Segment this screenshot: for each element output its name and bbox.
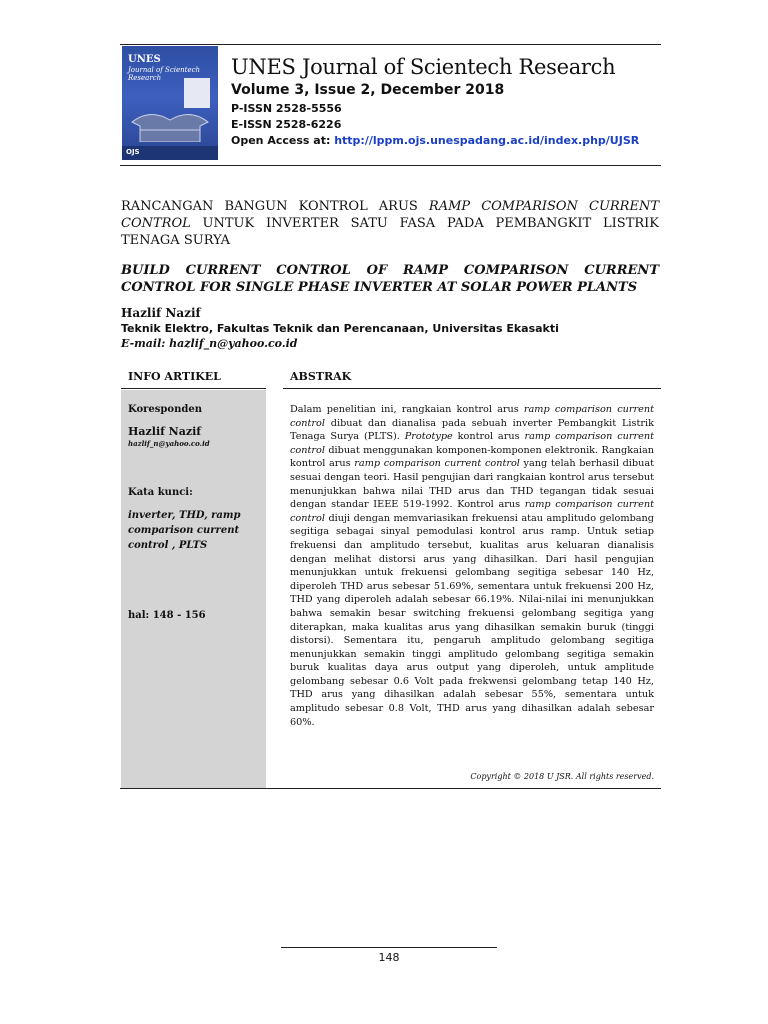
cover-subtitle: Journal of Scientech Research: [128, 66, 201, 82]
corresponding-label: Koresponden: [128, 404, 202, 415]
article-title-indonesian: [121, 198, 659, 249]
abstract-s6: diuji dengan memvariasikan frekuensi atau amplitudo gelombang segitiga sebagai sinyal pemodulasi kontrol arus ramp. Untuk setiap frekuensi dan amplitudo tersebut, kualitas arus keluaran dianalisis dengan melihat distorsi arus yang dihasilkan. Dari hasil pengujian menunjukkan untuk frekuensi gelombang segitiga sebesar 140 Hz, diperoleh THD arus sebesar 51.69%, sementara untuk frekuensi 200 Hz, THD yang diperoleh adalah sebesar 66.19%. Nilai-nilai ini menunjukkan bahwa semakin besar switching frekuensi gelombang segitiga yang diterapkan, maka kualitas arus yang dihasilkan semakin buruk (tinggi distorsi). Sementara itu, pengaruh amplitudo gelombang segitiga menunjukkan semakin tinggi amplitudo gelombang segitiga semakin buruk kualitas daya arus output yang diperoleh, untuk amplitude gelombang sebesar 0.6 Volt pada frekwensi gelombang tetap 140 Hz, THD arus yang dihasilkan adalah sebesar 55%, sementara untuk amplitudo sebesar 0.8 Volt, THD arus yang dihasilkan adalah sebesar 60%.: [290, 512, 654, 728]
page-range: hal: 148 - 156: [128, 610, 206, 621]
abstract-s2-italic: Prototype: [404, 431, 453, 443]
open-access-label: Open Access at:: [231, 134, 335, 147]
cover-ojs-badge: OJS: [126, 148, 140, 156]
info-artikel-heading: INFO ARTIKEL: [128, 370, 221, 383]
copyright-notice: Copyright © 2018 U JSR. All rights reserved.: [470, 772, 654, 781]
keywords-list: inverter, THD, ramp comparison current control , PLTS: [128, 510, 241, 551]
p-issn: P-ISSN 2528-5556: [231, 102, 342, 115]
abstract-s1-italic: ramp comparison current control: [290, 404, 654, 429]
journal-name: UNES Journal of Scientech Research: [231, 55, 616, 79]
footer-rule: [281, 947, 497, 948]
keywords-label: Kata kunci:: [128, 487, 193, 498]
page-number: 148: [378, 951, 400, 964]
abstract-s4-italic: ramp comparison current control: [354, 458, 520, 470]
abstrak-heading-rule: [283, 388, 661, 389]
journal-cover-image: [122, 46, 218, 160]
open-access-line: [231, 134, 639, 147]
corresponding-name: Hazlif Nazif: [128, 425, 202, 438]
open-access-link[interactable]: http://lppm.ojs.unespadang.ac.id/index.php/UJSR: [334, 134, 640, 147]
abstract-s3-italic: ramp comparison current control: [290, 431, 654, 456]
abstract-s1: Dalam penelitian ini, rangkaian kontrol arus: [290, 404, 524, 415]
info-heading-rule: [121, 388, 266, 389]
author-affiliation: Teknik Elektro, Fakultas Teknik dan Perencanaan, Universitas Ekasakti: [121, 322, 559, 335]
abstract-s5-italic: ramp comparison current control: [290, 499, 654, 524]
header-top-rule: [120, 44, 661, 45]
title-id-italic: RAMP COMPARISON CURRENT CONTROL: [121, 199, 660, 231]
author-name: Hazlif Nazif: [121, 306, 201, 320]
cover-title: UNES: [128, 54, 161, 65]
e-issn: E-ISSN 2528-6226: [231, 118, 342, 131]
abstract-text: [290, 403, 654, 729]
abstract-s3: kontrol arus: [452, 431, 525, 443]
abstrak-heading: ABSTRAK: [290, 370, 352, 383]
title-id-part2: UNTUK INVERTER SATU FASA PADA PEMBANGKIT LISTRIK TENAGA SURYA: [121, 216, 659, 248]
article-title-english: BUILD CURRENT CONTROL OF RAMP COMPARISON CURRENT CONTROL FOR SINGLE PHASE INVERTER AT SOLAR POWER PLANTS: [121, 263, 659, 295]
abstract-bottom-rule: [120, 788, 661, 789]
header-bottom-rule: [120, 165, 661, 166]
abstract-s2: dibuat dan dianalisa pada sebuah inverter Pembangkit Listrik Tenaga Surya (PLTS).: [290, 417, 654, 443]
title-id-part1: RANCANGAN BANGUN KONTROL ARUS: [121, 199, 429, 214]
cover-issue-box: [184, 78, 210, 108]
journal-volume: Volume 3, Issue 2, December 2018: [231, 82, 505, 98]
abstract-s5: yang telah berhasil dibuat sesuai dengan teori. Hasil pengujian dari rangkaian kontrol arus tersebut menunjukkan bahwa nilai THD arus dan THD tegangan tidak sesuai dengan standar IEEE 519-1992. Kontrol arus: [290, 458, 655, 511]
info-artikel-panel: [121, 390, 266, 788]
abstract-s4: dibuat menggunakan komponen-komponen elektronik. Rangkaian kontrol arus: [290, 444, 654, 470]
corresponding-email: hazlif_n@yahoo.co.id: [128, 439, 210, 448]
rumah-gadang-icon: [130, 108, 210, 142]
author-email: E-mail: hazlif_n@yahoo.co.id: [121, 337, 298, 350]
